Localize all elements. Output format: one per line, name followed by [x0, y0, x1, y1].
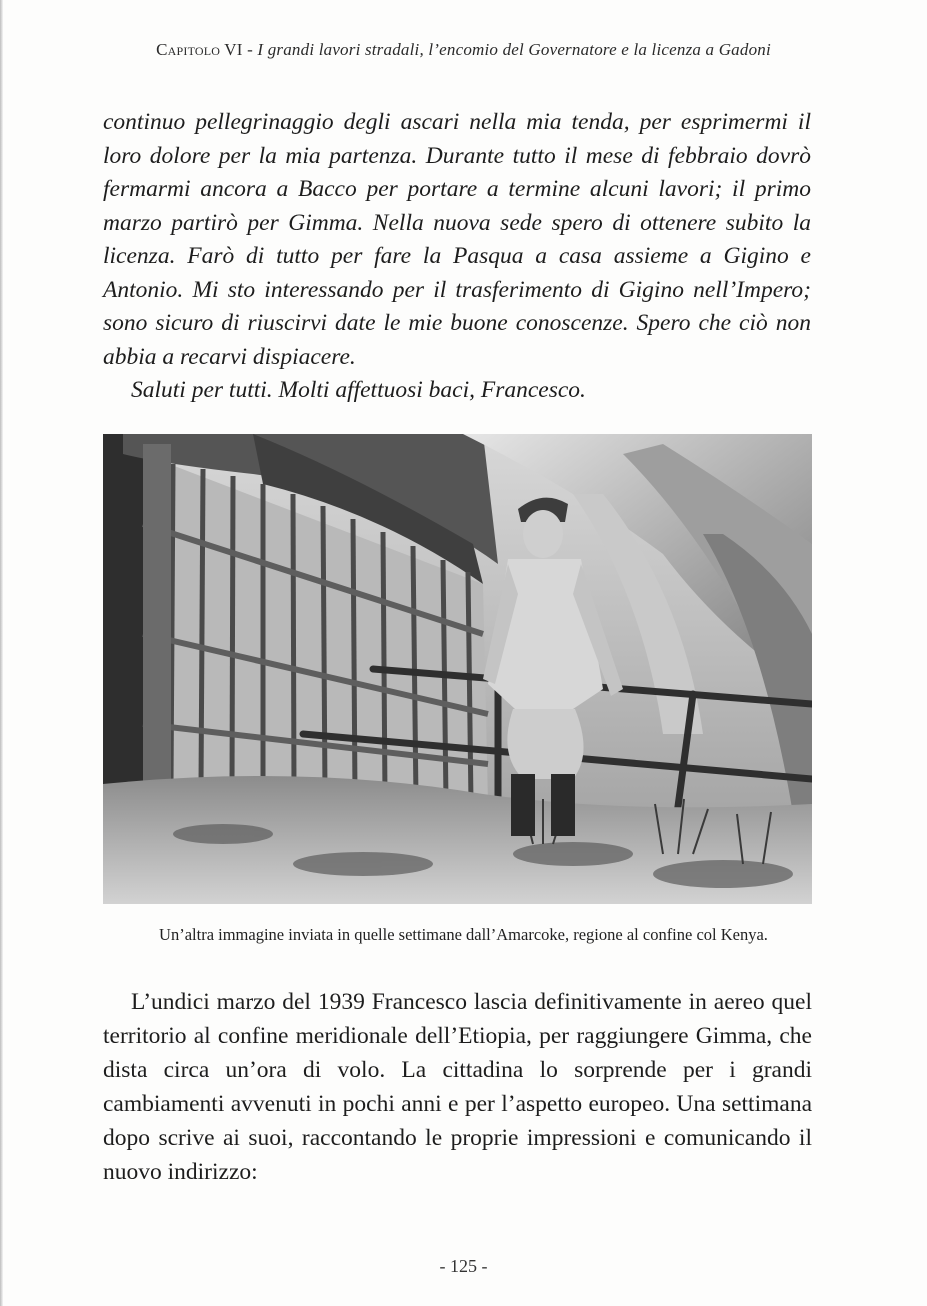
chapter-title: I grandi lavori stradali, l’encomio del Governatore e la licenza a Gadoni	[257, 40, 771, 59]
letter-excerpt	[103, 106, 811, 408]
running-header	[0, 40, 927, 60]
letter-closing: Saluti per tutti. Molti affettuosi baci, Francesco.	[131, 377, 586, 403]
historical-photograph	[103, 434, 812, 904]
photo-illustration	[103, 434, 812, 904]
photo-caption: Un’altra immagine inviata in quelle settimane dall’Amarcoke, regione al confine col Kenya.	[159, 925, 768, 944]
header-separator: -	[242, 40, 258, 59]
page-number: - 125 -	[439, 1256, 488, 1276]
page-edge-shadow	[0, 0, 3, 1306]
body-paragraph: L’undici marzo del 1939 Francesco lascia definitivamente in aereo quel territorio al confine meridionale dell’Etiopia, per raggiungere Gimma, che dista circa un’ora di volo. La cittadina lo sorprende per i grandi cambiamenti avvenuti in pochi anni e per l’aspetto europeo. Una settimana dopo scrive ai suoi, raccontando le proprie impressioni e comunicando il nuovo indirizzo:	[103, 989, 812, 1185]
chapter-label: Capitolo VI	[156, 40, 243, 59]
letter-body: continuo pellegrinaggio degli ascari nella mia tenda, per esprimermi il loro dolore per la mia partenza. Durante tutto il mese di febbraio dovrò fermarmi ancora a Bacco per portare a termine alcuni lavori; il primo marzo partirò per Gimma. Nella nuova sede spero di ottenere subito la licenza. Farò di tutto per fare la Pasqua a casa assieme a Gigino e Antonio. Mi sto interessando per il trasferimento di Gigino nell’Impero; sono sicuro di riuscirvi date le mie buone conoscenze. Spero che ciò non abbia a recarvi dispiacere.	[103, 109, 811, 370]
